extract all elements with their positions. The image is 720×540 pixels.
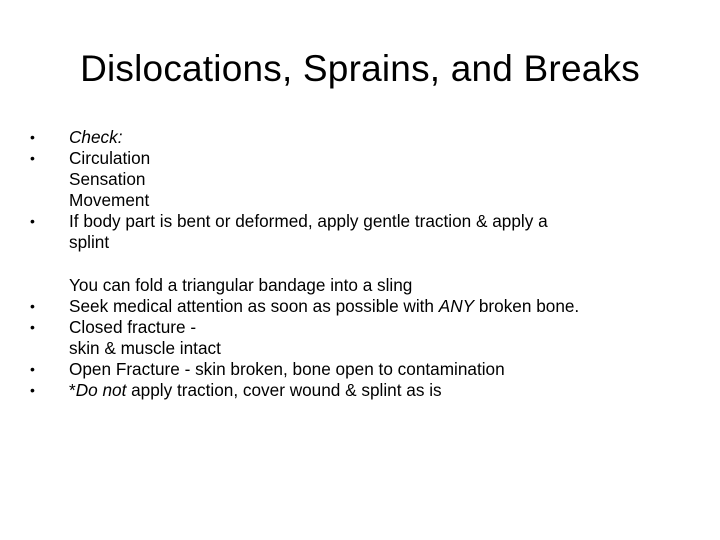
text-run: Seek medical attention as soon as possible with (69, 296, 439, 316)
bullet-icon: • (30, 150, 35, 166)
emphasis-text: Do not (75, 380, 127, 400)
slide-body (30, 127, 700, 401)
slide-title: Dislocations, Sprains, and Breaks (80, 48, 640, 89)
bullet-text (69, 296, 700, 317)
bullet-icon: • (30, 319, 35, 335)
bullet-item-medical-attention (30, 296, 700, 317)
bullet-item-open-fracture (30, 359, 700, 380)
bullet-icon: • (30, 382, 35, 398)
sub-item-sensation (30, 169, 700, 190)
bullet-item-traction (30, 211, 700, 253)
bullet-item-closed-fracture (30, 317, 700, 359)
bullet-item-do-not (30, 380, 700, 401)
bullet-text-line2: skin & muscle intact (69, 338, 221, 358)
sub-item-text: Movement (69, 190, 150, 210)
bullet-icon: • (30, 129, 35, 145)
bullet-text: Check: (69, 127, 123, 147)
bullet-item-check (30, 127, 700, 148)
bullet-text: Circulation (69, 148, 151, 168)
sub-item-movement (30, 190, 700, 211)
emphasis-text: ANY (438, 296, 475, 316)
bullet-text: Open Fracture - skin broken, bone open to contamination (69, 359, 505, 379)
sub-item-sling (30, 275, 700, 296)
spacer (30, 253, 700, 275)
bullet-text-line1: If body part is bent or deformed, apply gentle traction & apply a (69, 211, 548, 231)
bullet-text-line2: splint (69, 232, 110, 252)
sub-item-text: Sensation (69, 169, 146, 189)
bullet-text-line1: Closed fracture - (69, 317, 197, 337)
text-run: * (69, 380, 76, 400)
bullet-item-circulation (30, 148, 700, 169)
text-run: broken bone. (474, 296, 580, 316)
sub-item-text: You can fold a triangular bandage into a sling (69, 275, 413, 295)
text-run: apply traction, cover wound & splint as is (126, 380, 442, 400)
bullet-icon: • (30, 361, 35, 377)
bullet-text (69, 380, 700, 401)
bullet-icon: • (30, 298, 35, 314)
bullet-icon: • (30, 213, 35, 229)
